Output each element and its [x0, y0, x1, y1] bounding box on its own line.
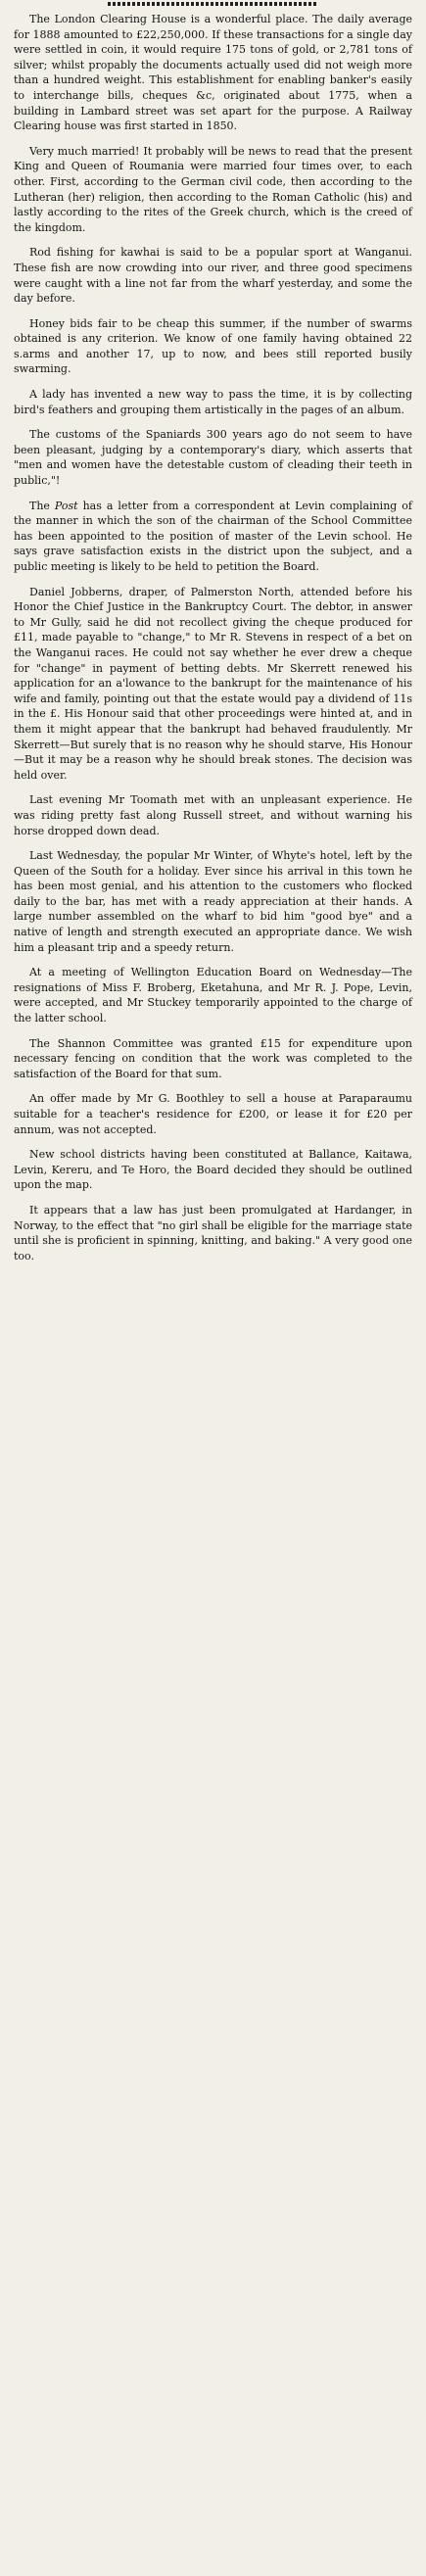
news-item-spaniards-customs: The customs of the Spaniards 300 years ago do not seem to have been pleasant, judging by a contemporary's diary, which asserts that "men and women have the detestable custom of cleading their teeth in public,"!: [14, 428, 412, 488]
news-item-levin-school: The Post has a letter from a correspondent at Levin complaining of the manner in which the son of the chairman of the School Committee has been appointed to the position of master of the Levin school. He says grave satisfaction exists in the district upon the subject, and a public meeting is likely to be held to petition the Board.: [14, 499, 412, 573]
news-item-honey: Honey bids fair to be cheap this summer, if the number of swarms obtained is any criterion. We know of one family having obtained 22 s.arms and another 17, up to now, and bees still reported busily swarming.: [14, 316, 412, 376]
news-item-kawhai-fishing: Rod fishing for kawhai is said to be a popular sport at Wanganui. These fish are now crowding into our river, and three good specimens were caught with a line not far from the wharf yesterday, and some the day before.: [14, 246, 412, 306]
news-item-bankruptcy-court: Daniel Jobberns, draper, of Palmerston North, attended before his Honor the Chief Justice in the Bankruptcy Court. The debtor, in answer to Mr Gully, said he did not recollect giving the cheque produced for £11, made payable to "change," to Mr R. Stevens in respect of a bet on the Wanganui races. He could not say whether he ever drew a cheque for "change" in payment of betting debts. Mr Skerrett renewed his application for an a'lowance to the bankrupt for the maintenance of his wife and family, pointing out that the estate would pay a dividend of 11s in the £. His Honour said that other proceedings were hinted at, and in them it might appear that the bankrupt had behaved fraudulently. Mr Skerrett—But surely that is no reason why he should starve, His Honour—But it may be a reason why he should break stones. The decision was held over.: [14, 585, 412, 782]
news-item-feathers-album: A lady has invented a new way to pass the time, it is by collecting bird's feathers and grouping them artistically in the pages of an album.: [14, 388, 412, 416]
news-item-school-districts: New school districts having been constituted at Ballance, Kaitawa, Levin, Kereru, and Te Horo, the Board decided they should be outlined upon the map.: [14, 1148, 412, 1192]
news-item-education-board: At a meeting of Wellington Education Board on Wednesday—The resignations of Miss F. Broberg, Eketahuna, and Mr R. J. Pope, Levin, were accepted, and Mr Stuckey temporarily appointed to the charge of the latter school.: [14, 966, 412, 1026]
news-item-horse-dropped-dead: Last evening Mr Toomath met with an unpleasant experience. He was riding pretty fast along Russell street, and without warning his horse dropped down dead.: [14, 793, 412, 837]
news-item-roumania-marriage: Very much married! It probably will be news to read that the present King and Queen of Roumania were married four times over, to each other. First, according to the German civil code, then according to the Lutheran (her) religion, then according to the Roman Catholic (his) and lastly according to the rites of the Greek church, which is the creed of the kingdom.: [14, 144, 412, 234]
column-divider-rule: [108, 2, 318, 6]
news-item-mr-winter: Last Wednesday, the popular Mr Winter, of Whyte's hotel, left by the Queen of the South for a holiday. Ever since his arrival in this town he has been most genial, and his attention to the customers who flocked daily to the bar, has met with a ready appreciation at their hands. A large number assembled on the wharf to bid him "good bye" and a native of length and strength executed an appropriate dance. We wish him a pleasant trip and a speedy return.: [14, 849, 412, 954]
news-item-hardanger-law: It appears that a law has just been promulgated at Hardanger, in Norway, to the effect that "no girl shall be eligible for the marriage state until she is proficient in spinning, knitting, and baking." A very good one too.: [14, 1203, 412, 1263]
news-item-shannon-committee: The Shannon Committee was granted £15 for expenditure upon necessary fencing on condition that the work was completed to the satisfaction of the Board for that sum.: [14, 1036, 412, 1080]
news-item-paraparaumu-house: An offer made by Mr G. Boothley to sell a house at Paraparaumu suitable for a teacher's residence for £200, or lease it for £20 per annum, was not accepted.: [14, 1092, 412, 1136]
news-item-clearing-house: The London Clearing House is a wonderful place. The daily average for 1888 amounted to £22,250,000. If these transactions for a single day were settled in coin, it would require 175 tons of gold, or 2,781 tons of silver; whilst propably the documents actually used did not weigh more than a hundred weight. This establishment for enabling banker's easily to interchange bills, cheques &c, originated about 1775, when a building in Lambard street was set apart for the purpose. A Railway Clearing house was first started in 1850.: [14, 13, 412, 133]
newspaper-title-post: Post: [54, 499, 78, 512]
